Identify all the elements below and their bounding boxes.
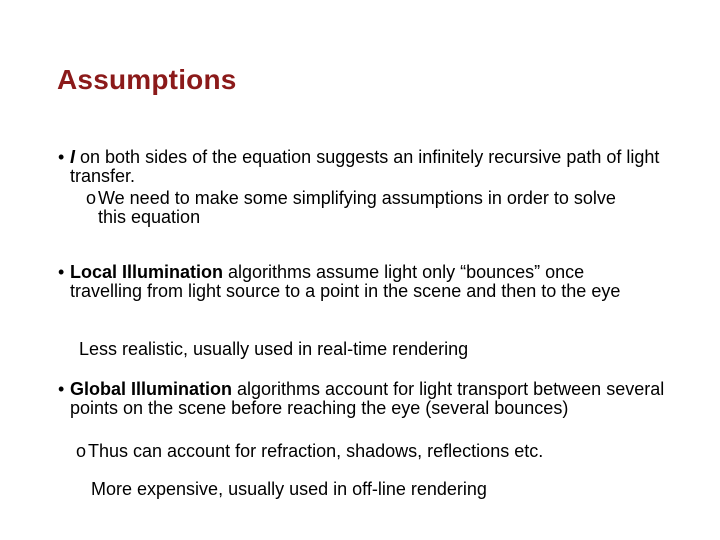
bullet-body: on both sides of the equation suggests an infinitely recursive path of light transfer. — [70, 147, 660, 186]
bullet-local-illumination — [58, 263, 660, 301]
sub-bullet-marker: o — [86, 188, 97, 208]
note-local-illumination: Less realistic, usually used in real-time rendering — [79, 339, 469, 359]
bullet-recursive-path — [58, 148, 670, 186]
bullet-text — [58, 263, 660, 301]
sub-bullet-text: Thus can account for refraction, shadows, reflections etc. — [88, 441, 544, 461]
sub-bullet-marker: o — [76, 441, 87, 461]
slide-title: Assumptions — [57, 64, 237, 95]
bullet-marker: • — [58, 262, 65, 282]
sub-bullet-text: We need to make some simplifying assumptions in order to solve this equation — [98, 188, 616, 227]
bullet-bold-term: Local Illumination — [70, 262, 224, 282]
bullet-marker: • — [58, 379, 65, 399]
bullet-text — [58, 148, 670, 186]
bullet-marker: • — [58, 147, 65, 167]
bullet-body: algorithms assume light only “bounces” once travelling from light source to a point in the scene and then to the eye — [70, 262, 621, 301]
bullet-bold-term: Global Illumination — [70, 379, 232, 399]
bullet-global-illumination — [58, 380, 670, 418]
bullet-italic-term: I — [70, 147, 76, 167]
sub-bullet-thus — [76, 442, 636, 461]
note-global-illumination: More expensive, usually used in off-line rendering — [91, 479, 487, 499]
sub-bullet-assumptions — [86, 189, 626, 227]
bullet-body: algorithms account for light transport between several points on the scene before reaching the eye (several bounces) — [70, 379, 665, 418]
bullet-text — [58, 380, 670, 418]
